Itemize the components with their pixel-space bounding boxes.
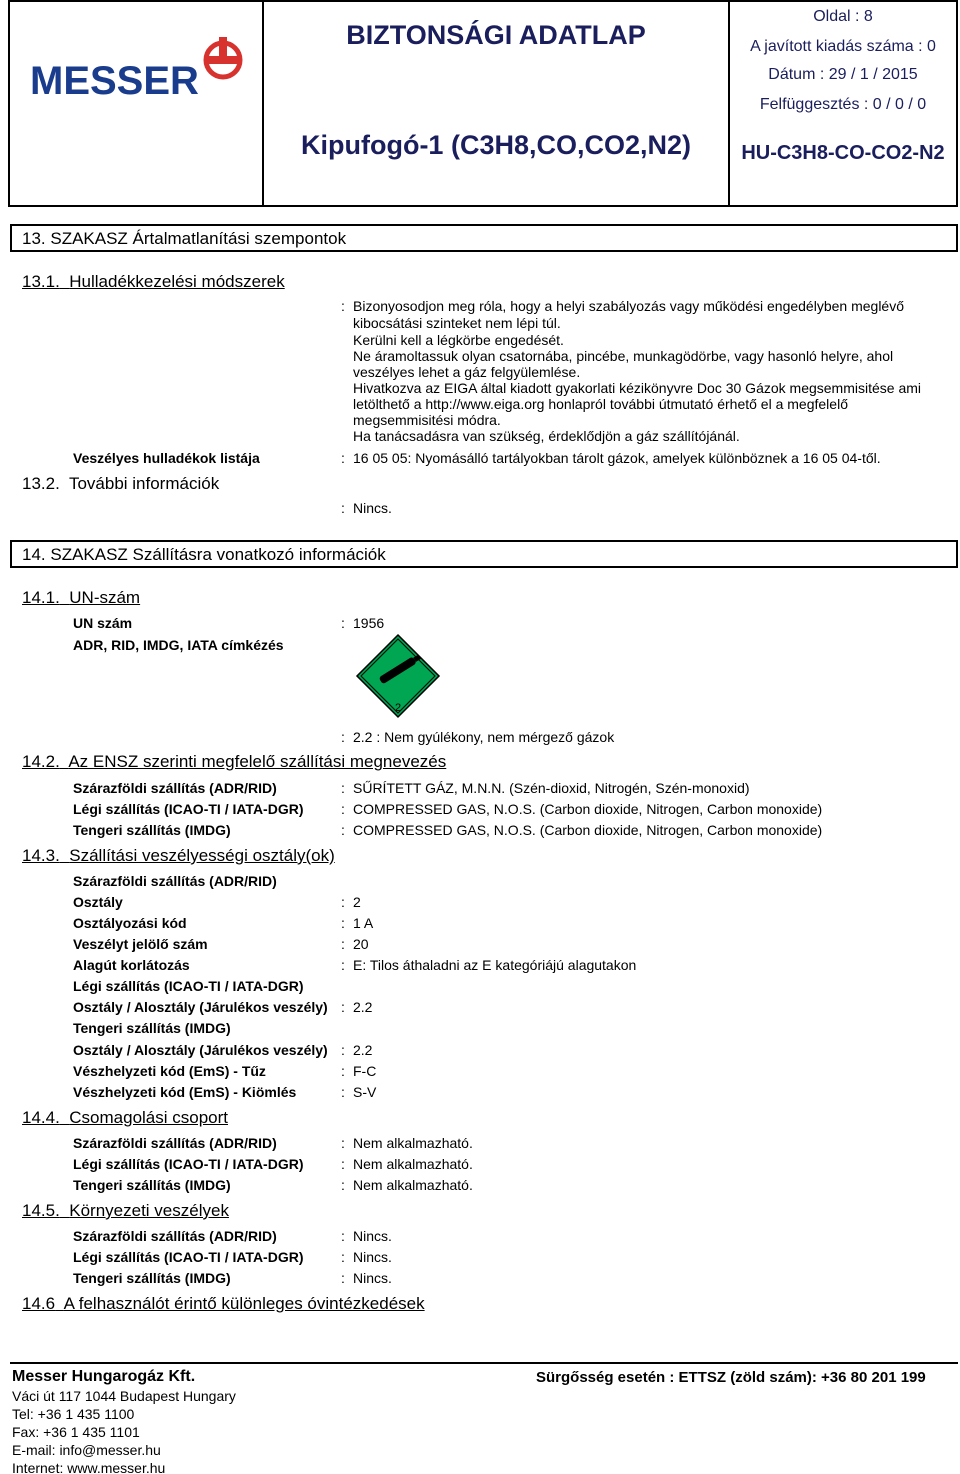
- logo-text: MESSER: [30, 59, 199, 103]
- row-value: Nincs.: [353, 1249, 392, 1265]
- heading-14-6-title: A felhasználót érintő különleges óvintézkedések: [63, 1294, 425, 1313]
- heading-14-6-number: 14.6: [22, 1294, 56, 1313]
- heading-13-1-title: Hulladékkezelési módszerek: [69, 272, 285, 291]
- colon: :: [341, 500, 345, 516]
- footer-emergency: Sürgősség esetén : ETTSZ (zöld szám): +36 80 201 199: [536, 1369, 926, 1386]
- logo-symbol-icon: [206, 37, 240, 77]
- heading-13-1-number: 13.1.: [22, 272, 60, 291]
- colon: :: [341, 1135, 345, 1151]
- header-title-cell: [264, 2, 730, 205]
- page-number: Oldal : 8: [813, 8, 873, 25]
- heading-14-5-title: Környezeti veszélyek: [69, 1201, 229, 1220]
- row-value: E: Tilos áthaladni az E kategóriájú alagutakon: [353, 957, 637, 973]
- heading-14-2-number: 14.2.: [22, 752, 60, 771]
- hazardous-waste-value: 16 05 05: Nyomásálló tartályokban tárolt gázok, amelyek különböznek a 16 05 04-től.: [353, 450, 881, 466]
- further-info-value: Nincs.: [353, 500, 392, 516]
- row-label: Légi szállítás (ICAO-TI / IATA-DGR): [73, 1249, 304, 1265]
- row-label: Szárazföldi szállítás (ADR/RID): [73, 780, 277, 796]
- heading-14-4-number: 14.4.: [22, 1108, 60, 1127]
- product-name: Kipufogó-1 (C3H8,CO,CO2,N2): [300, 130, 691, 160]
- colon: :: [341, 1084, 345, 1100]
- footer-tel: Tel: +36 1 435 1100: [12, 1406, 135, 1422]
- row-label: Veszélyt jelölő szám: [73, 936, 208, 952]
- footer-divider: [10, 1362, 958, 1364]
- heading-14-4: [22, 1108, 228, 1128]
- row-label: Tengeri szállítás (IMDG): [73, 1270, 231, 1286]
- colon: :: [341, 999, 345, 1015]
- colon: :: [341, 615, 345, 631]
- row-value: 2.2: [353, 999, 373, 1015]
- disposal-line: Ha tanácsadásra van szükség, érdeklődjön a gáz szállítójánál.: [353, 428, 740, 444]
- colon: :: [341, 1249, 345, 1265]
- row-label: Osztály / Alosztály (Járulékos veszély): [73, 999, 328, 1015]
- labelling-label: ADR, RID, IMDG, IATA címkézés: [73, 637, 284, 653]
- colon: :: [341, 1063, 345, 1079]
- row-label: Vészhelyzeti kód (EmS) - Tűz: [73, 1063, 266, 1079]
- disposal-line: veszélyes lehet a gáz felgyülemlése.: [353, 364, 581, 380]
- row-value: COMPRESSED GAS, N.O.S. (Carbon dioxide, Nitrogen, Carbon monoxide): [353, 801, 823, 817]
- heading-14-1: [22, 588, 140, 608]
- footer-company: Messer Hungarogáz Kft.: [12, 1368, 196, 1385]
- heading-13-2-number: 13.2.: [22, 474, 60, 493]
- row-label: Légi szállítás (ICAO-TI / IATA-DGR): [73, 1156, 304, 1172]
- colon: :: [341, 780, 345, 796]
- colon: :: [341, 298, 345, 314]
- revision-number: A javított kiadás száma : 0: [750, 38, 936, 55]
- suspension: Felfüggesztés : 0 / 0 / 0: [759, 96, 927, 113]
- row-label: Alagút korlátozás: [73, 957, 190, 973]
- disposal-line: Kerülni kell a légkörbe engedését.: [353, 332, 564, 348]
- colon: :: [341, 822, 345, 838]
- heading-14-5: [22, 1201, 229, 1221]
- hazardous-waste-label: Veszélyes hulladékok listája: [73, 450, 260, 466]
- colon: :: [341, 915, 345, 931]
- document-header: [8, 0, 958, 207]
- heading-14-3-title: Szállítási veszélyességi osztály(ok): [69, 846, 335, 865]
- doc-title: BIZTONSÁGI ADATLAP: [346, 20, 646, 50]
- row-value: F-C: [353, 1063, 377, 1079]
- row-label: Vészhelyzeti kód (EmS) - Kiömlés: [73, 1084, 297, 1100]
- heading-14-4-title: Csomagolási csoport: [69, 1108, 229, 1127]
- heading-14-2-title: Az ENSZ szerinti megfelelő szállítási megnevezés: [68, 752, 447, 771]
- disposal-line: kibocsátási szinteket nem lépi túl.: [353, 315, 561, 331]
- row-value: Nem alkalmazható.: [353, 1156, 473, 1172]
- section-14-bar: 14. SZAKASZ Szállításra vonatkozó információk: [10, 540, 958, 568]
- product-code: HU-C3H8-CO-CO2-N2: [741, 142, 945, 164]
- colon: :: [341, 1228, 345, 1244]
- heading-14-5-number: 14.5.: [22, 1201, 60, 1220]
- colon: :: [341, 894, 345, 910]
- logo-cell: [10, 2, 264, 205]
- colon: :: [341, 1177, 345, 1193]
- disposal-line: Bizonyosodjon meg róla, hogy a helyi szabályozás vagy működési engedélyben meglévő: [353, 298, 904, 314]
- row-label: Szárazföldi szállítás (ADR/RID): [73, 1228, 277, 1244]
- colon: :: [341, 1156, 345, 1172]
- row-label: Osztályozási kód: [73, 915, 187, 931]
- colon: :: [341, 729, 345, 745]
- disposal-line: letölthető a http://www.eiga.org honlapról további útmutató érhető el a megfelelő: [353, 396, 848, 412]
- row-label: Tengeri szállítás (IMDG): [73, 1177, 231, 1193]
- colon: :: [341, 957, 345, 973]
- row-label: Szárazföldi szállítás (ADR/RID): [73, 873, 277, 889]
- footer-email[interactable]: E-mail: info@messer.hu: [12, 1442, 161, 1458]
- heading-14-3: [22, 846, 335, 866]
- colon: :: [341, 936, 345, 952]
- row-value: Nem alkalmazható.: [353, 1135, 473, 1151]
- row-label: Osztály / Alosztály (Járulékos veszély): [73, 1042, 328, 1058]
- heading-13-2: [22, 474, 219, 494]
- un-number-value: 1956: [353, 615, 385, 631]
- issue-date: Dátum : 29 / 1 / 2015: [768, 66, 918, 83]
- row-value: 1 A: [353, 915, 374, 931]
- disposal-line: Ne áramoltassuk olyan csatornába, pincébe, munkagödörbe, vagy hasonló helyre, ahol: [353, 348, 894, 364]
- row-value: 2: [353, 894, 361, 910]
- row-value: 2.2: [353, 1042, 373, 1058]
- un-number-label: UN szám: [73, 615, 133, 631]
- heading-14-6: [22, 1294, 425, 1314]
- row-value: SŰRÍTETT GÁZ, M.N.N. (Szén-dioxid, Nitrogén, Szén-monoxid): [353, 780, 750, 796]
- gas-cylinder-placard-icon: [355, 633, 441, 719]
- messer-logo: [10, 22, 260, 142]
- row-value: COMPRESSED GAS, N.O.S. (Carbon dioxide, Nitrogen, Carbon monoxide): [353, 822, 823, 838]
- section-13-bar: 13. SZAKASZ Ártalmatlanítási szempontok: [10, 224, 958, 252]
- colon: :: [341, 1042, 345, 1058]
- row-label: Tengeri szállítás (IMDG): [73, 822, 231, 838]
- row-label: Osztály: [73, 894, 123, 910]
- row-value: Nem alkalmazható.: [353, 1177, 473, 1193]
- heading-14-3-number: 14.3.: [22, 846, 60, 865]
- footer-address: Váci út 117 1044 Budapest Hungary: [12, 1388, 236, 1404]
- footer-fax: Fax: +36 1 435 1101: [12, 1424, 140, 1440]
- colon: :: [341, 801, 345, 817]
- placard-class-number: 2: [394, 702, 402, 714]
- heading-13-2-title: További információk: [68, 474, 220, 493]
- disposal-line: megsemmisitési módra.: [353, 412, 501, 428]
- row-value: 20: [353, 936, 369, 952]
- footer-website[interactable]: Internet: www.messer.hu: [12, 1460, 166, 1474]
- row-value: S-V: [353, 1084, 377, 1100]
- row-value: Nincs.: [353, 1270, 392, 1286]
- heading-14-1-number: 14.1.: [22, 588, 60, 607]
- row-label: Légi szállítás (ICAO-TI / IATA-DGR): [73, 801, 304, 817]
- disposal-line: Hivatkozva az EIGA által kiadott gyakorlati kézikönyvre Doc 30 Gázok megsemmisitése ami: [353, 380, 922, 396]
- row-label: Szárazföldi szállítás (ADR/RID): [73, 1135, 277, 1151]
- row-value: Nincs.: [353, 1228, 392, 1244]
- header-meta-cell: [730, 2, 956, 205]
- row-label: Légi szállítás (ICAO-TI / IATA-DGR): [73, 978, 304, 994]
- colon: :: [341, 450, 345, 466]
- row-label: Tengeri szállítás (IMDG): [73, 1020, 231, 1036]
- heading-13-1: [22, 272, 285, 292]
- heading-14-2: [22, 752, 446, 772]
- labelling-value: 2.2 : Nem gyúlékony, nem mérgező gázok: [353, 729, 615, 745]
- colon: :: [341, 1270, 345, 1286]
- heading-14-1-title: UN-szám: [69, 588, 141, 607]
